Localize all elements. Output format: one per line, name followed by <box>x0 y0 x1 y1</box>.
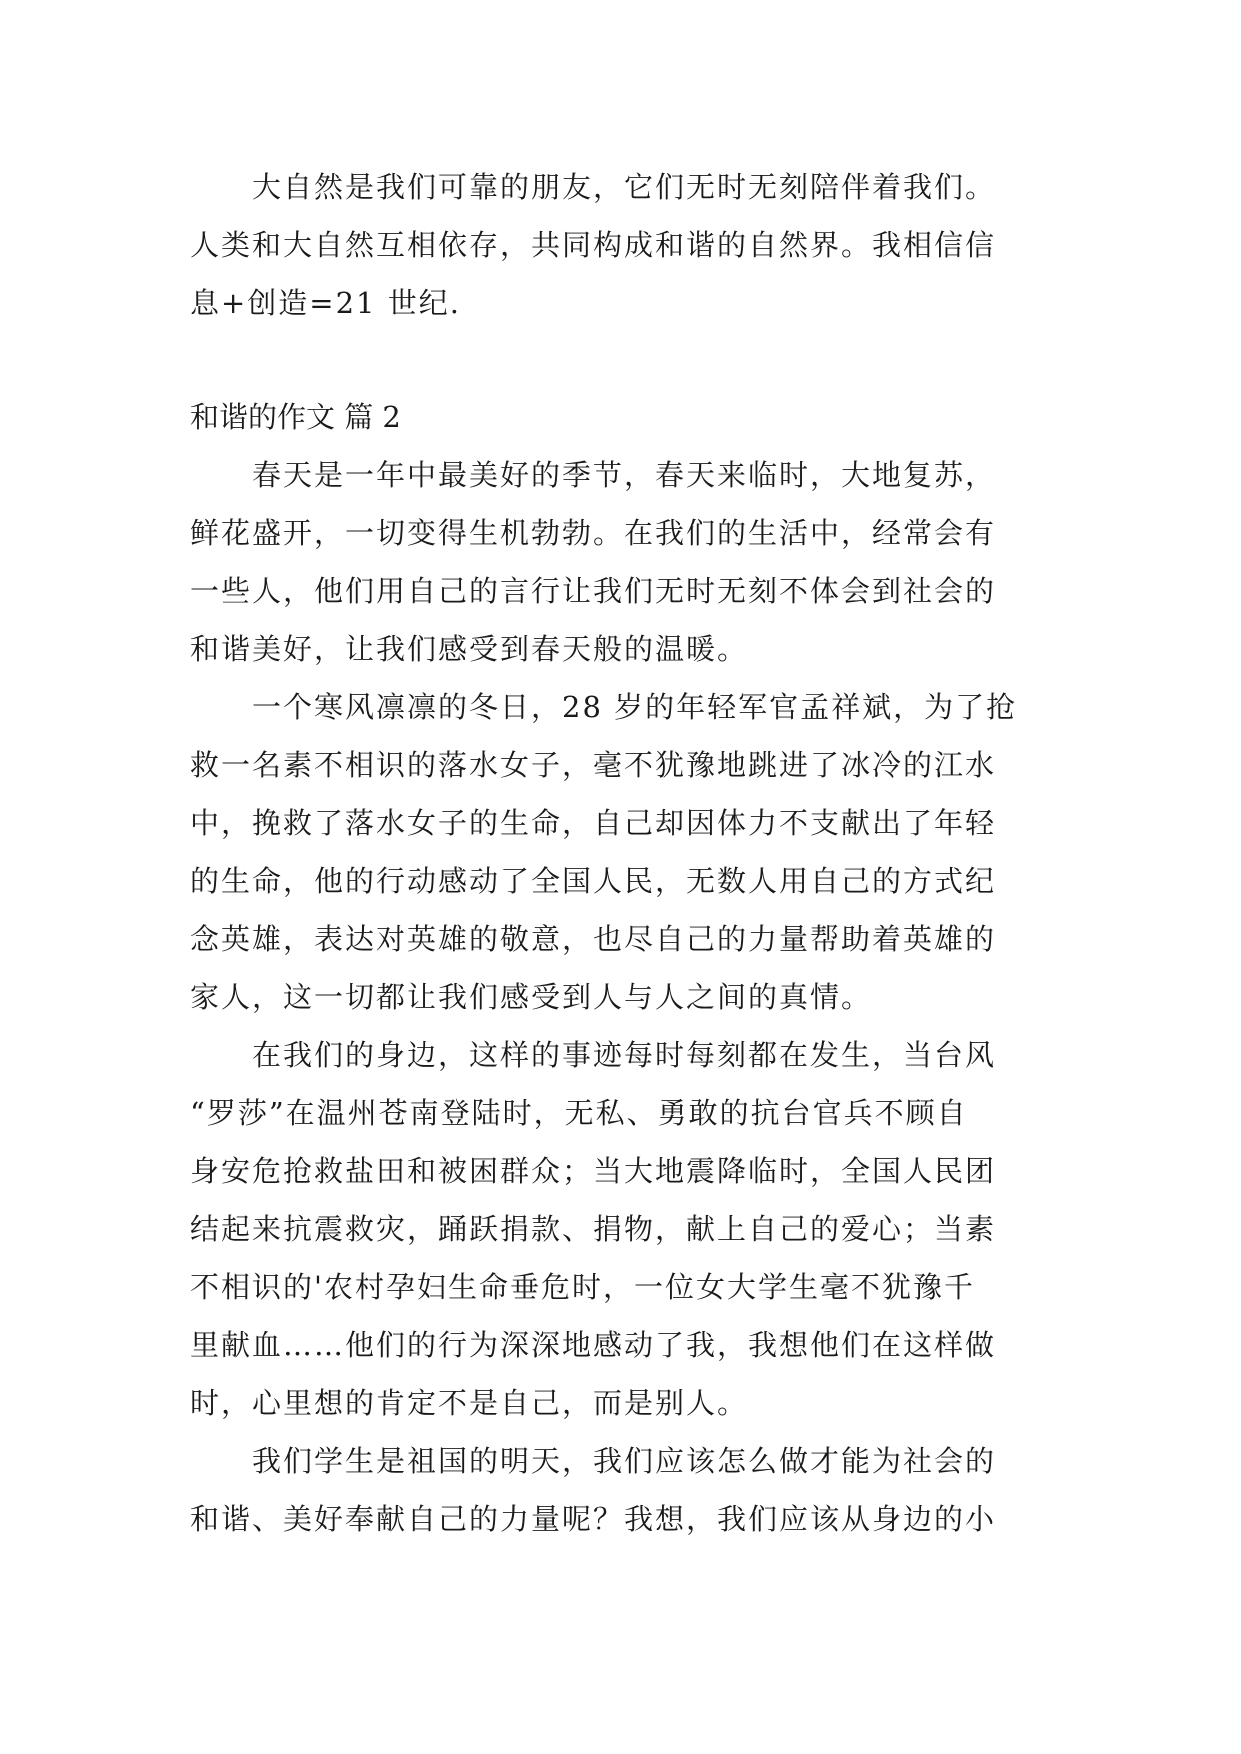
paragraph-line: 一些人，他们用自己的言行让我们无时无刻不体会到社会的 <box>190 574 997 608</box>
paragraph-line: 息+创造=21 世纪. <box>190 286 461 320</box>
paragraph-line: 鲜花盛开，一切变得生机勃勃。在我们的生活中，经常会有 <box>190 516 997 550</box>
paragraph-line: “罗莎”在温州苍南登陆时，无私、勇敢的抗台官兵不顾自 <box>190 1096 968 1130</box>
paragraph-line: 家人，这一切都让我们感受到人与人之间的真情。 <box>190 980 873 1014</box>
paragraph-line: 不相识的'农村孕妇生命垂危时，一位女大学生毫不犹豫千 <box>190 1270 975 1304</box>
paragraph-line: 和谐、美好奉献自己的力量呢？我想，我们应该从身边的小 <box>190 1502 997 1536</box>
paragraph-line: 里献血……他们的行为深深地感动了我，我想他们在这样做 <box>190 1328 997 1362</box>
paragraph-line: 大自然是我们可靠的朋友，它们无时无刻陪伴着我们。 <box>190 170 997 204</box>
paragraph-line: 念英雄，表达对英雄的敬意，也尽自己的力量帮助着英雄的 <box>190 922 997 956</box>
paragraph-line: 的生命，他的行动感动了全国人民，无数人用自己的方式纪 <box>190 864 997 898</box>
paragraph-line: 一个寒风凛凛的冬日，28 岁的年轻军官孟祥斌，为了抢 <box>190 690 1018 724</box>
paragraph-line: 人类和大自然互相依存，共同构成和谐的自然界。我相信信 <box>190 228 997 262</box>
paragraph-line: 春天是一年中最美好的季节，春天来临时，大地复苏， <box>190 458 997 492</box>
paragraph-line: 结起来抗震救灾，踊跃捐款、捐物，献上自己的爱心；当素 <box>190 1212 997 1246</box>
paragraph-line: 救一名素不相识的落水女子，毫不犹豫地跳进了冰冷的江水 <box>190 748 997 782</box>
paragraph-line: 和谐美好，让我们感受到春天般的温暖。 <box>190 632 749 666</box>
paragraph-line: 中，挽救了落水女子的生命，自己却因体力不支献出了年轻 <box>190 806 997 840</box>
paragraph-line: 在我们的身边，这样的事迹每时每刻都在发生，当台风 <box>190 1038 997 1072</box>
paragraph-line: 我们学生是祖国的明天，我们应该怎么做才能为社会的 <box>190 1444 997 1478</box>
section-heading: 和谐的作文 篇 2 <box>190 400 401 434</box>
paragraph-line: 时，心里想的肯定不是自己，而是别人。 <box>190 1386 749 1420</box>
paragraph-line: 身安危抢救盐田和被困群众；当大地震降临时，全国人民团 <box>190 1154 997 1188</box>
